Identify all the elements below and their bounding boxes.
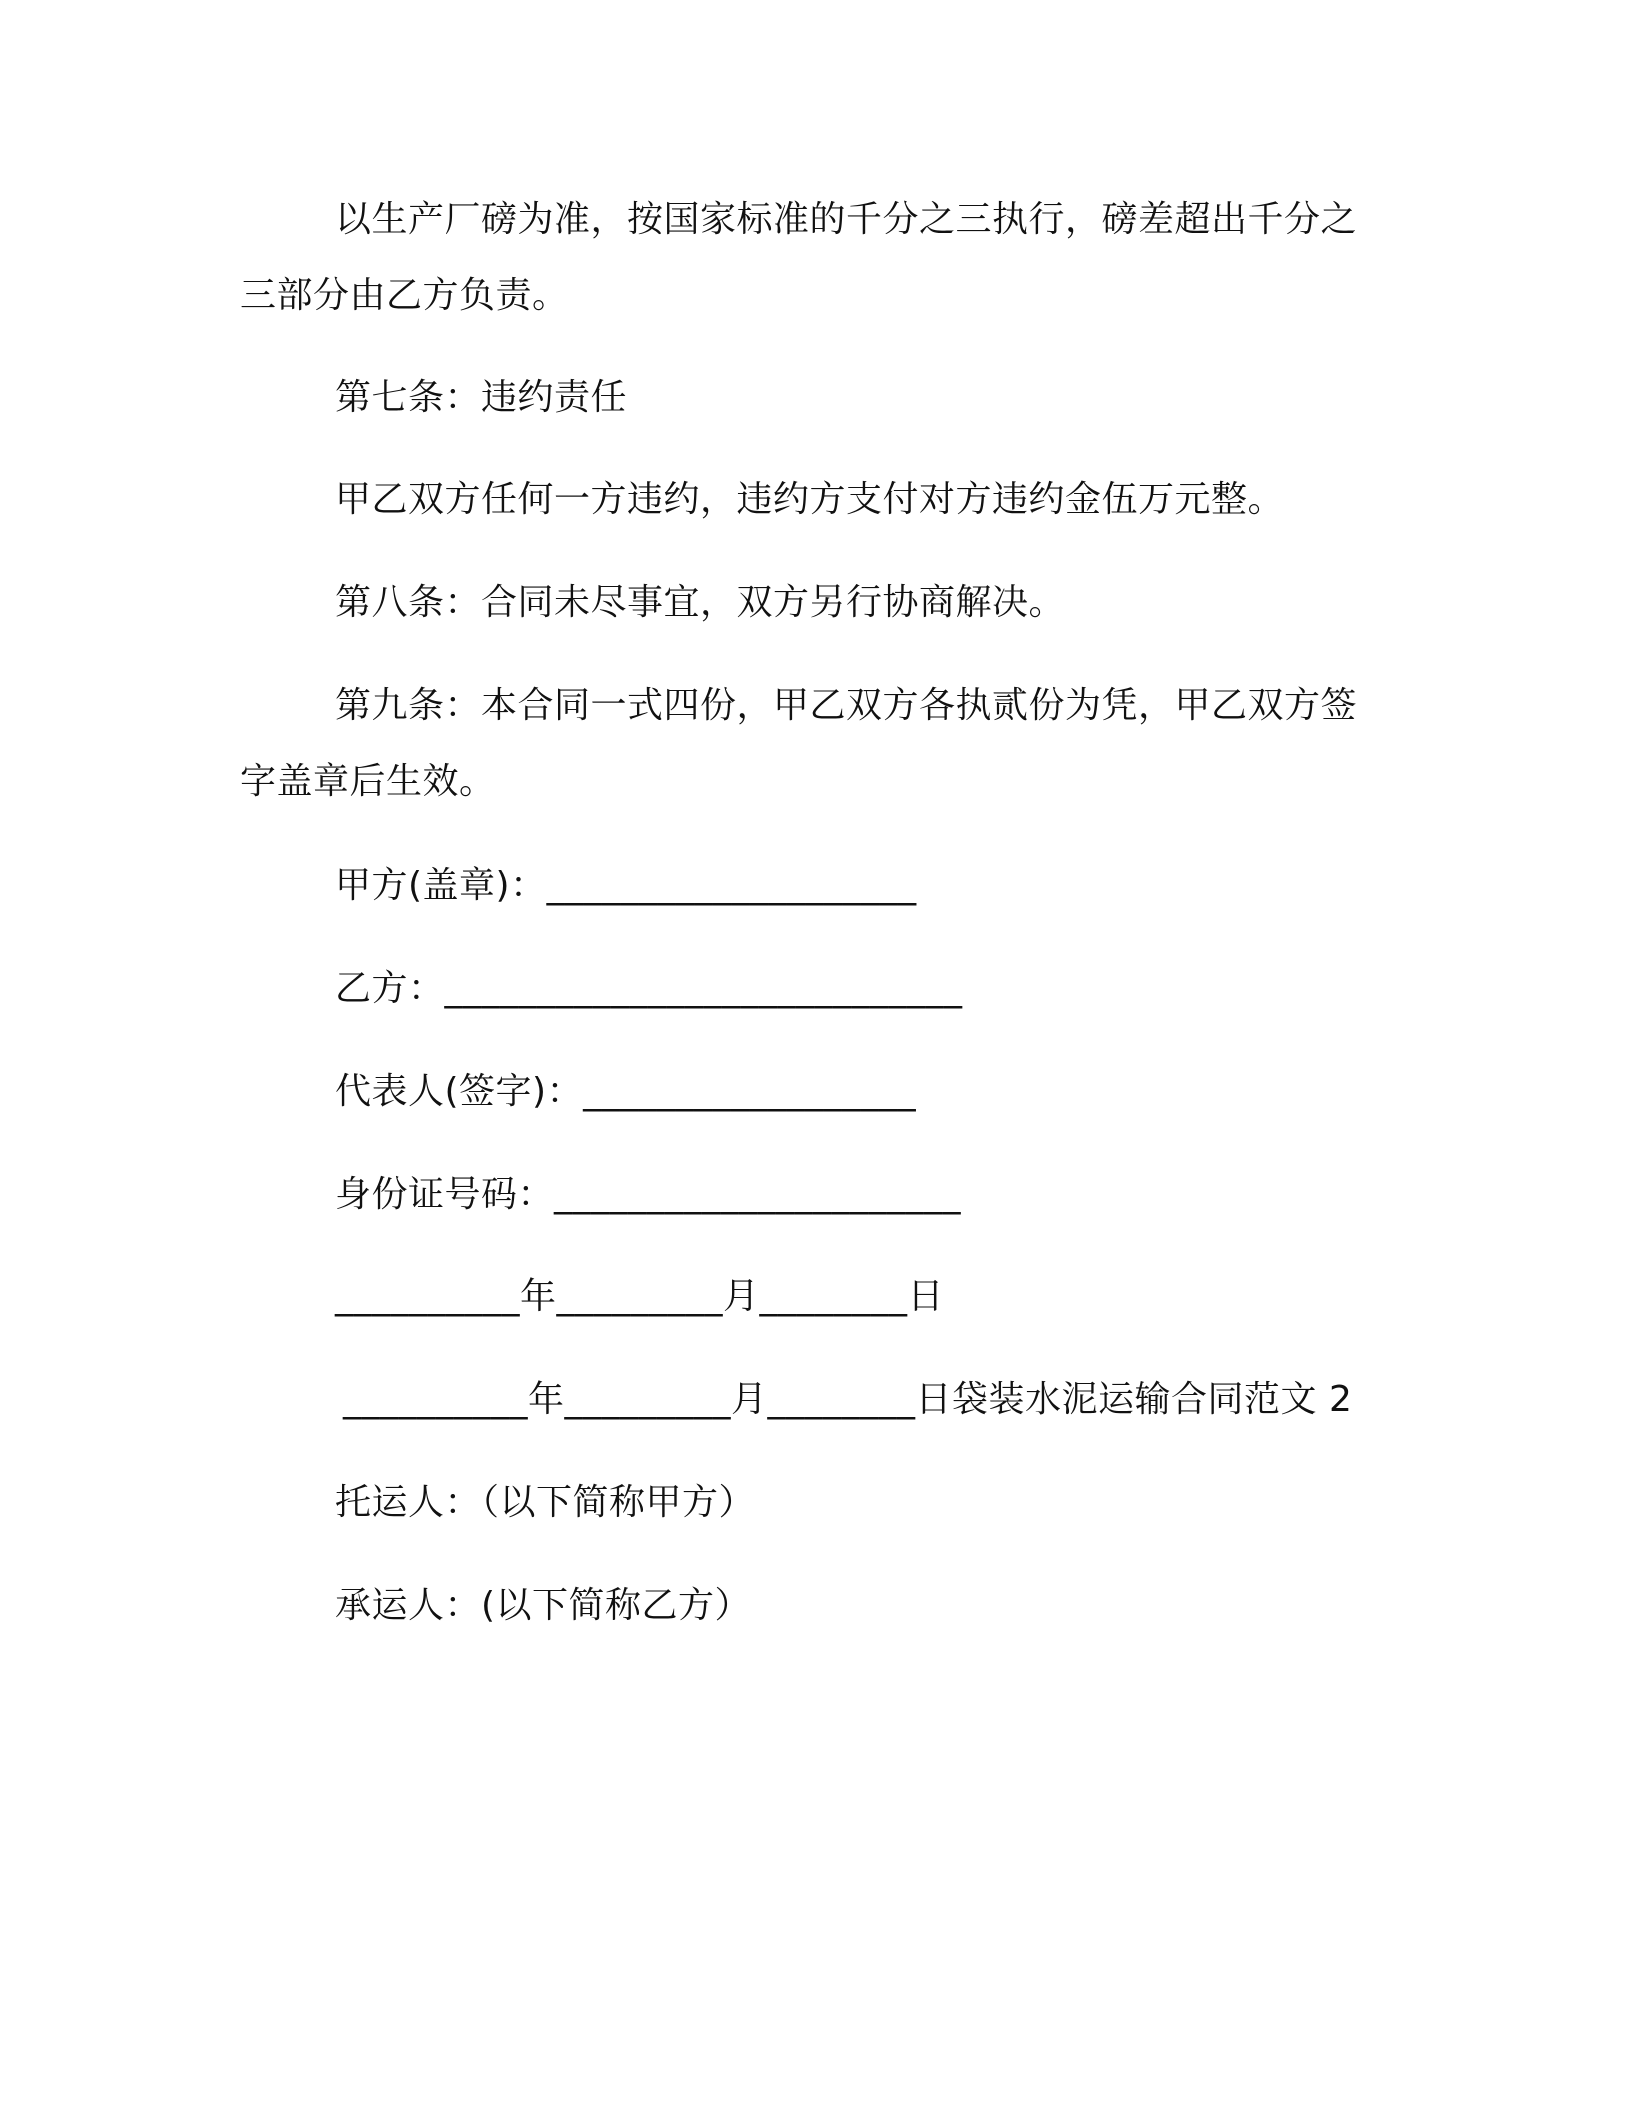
- paragraph-weighing-line1: 以生产厂磅为准，按国家标准的千分之三执行，磅差超出千分之: [335, 199, 1358, 240]
- consignor-line: 托运人：（以下简称甲方）: [335, 1482, 756, 1523]
- id-number-line: 身份证号码：______________________: [335, 1174, 962, 1215]
- article-9-line1: 第九条：本合同一式四份，甲乙双方各执贰份为凭，甲乙双方签: [335, 685, 1358, 726]
- party-a-signature-line: 甲方(盖章)：____________________: [335, 865, 917, 906]
- date-line-2-with-title: __________年_________月________日袋装水泥运输合同范文 2: [343, 1379, 1353, 1420]
- carrier-line: 承运人：(以下简称乙方）: [335, 1585, 752, 1626]
- party-b-signature-line: 乙方：____________________________: [335, 968, 963, 1009]
- date-line-1: __________年_________月________日: [335, 1276, 944, 1317]
- paragraph-weighing-line2: 三部分由乙方负责。: [240, 275, 569, 316]
- article-9-line2: 字盖章后生效。: [240, 761, 496, 802]
- article-7-body: 甲乙双方任何一方违约，违约方支付对方违约金伍万元整。: [335, 479, 1285, 520]
- representative-signature-line: 代表人(签字)：__________________: [335, 1071, 917, 1112]
- article-8: 第八条：合同未尽事宜，双方另行协商解决。: [335, 582, 1066, 623]
- article-7-title: 第七条：违约责任: [335, 377, 628, 418]
